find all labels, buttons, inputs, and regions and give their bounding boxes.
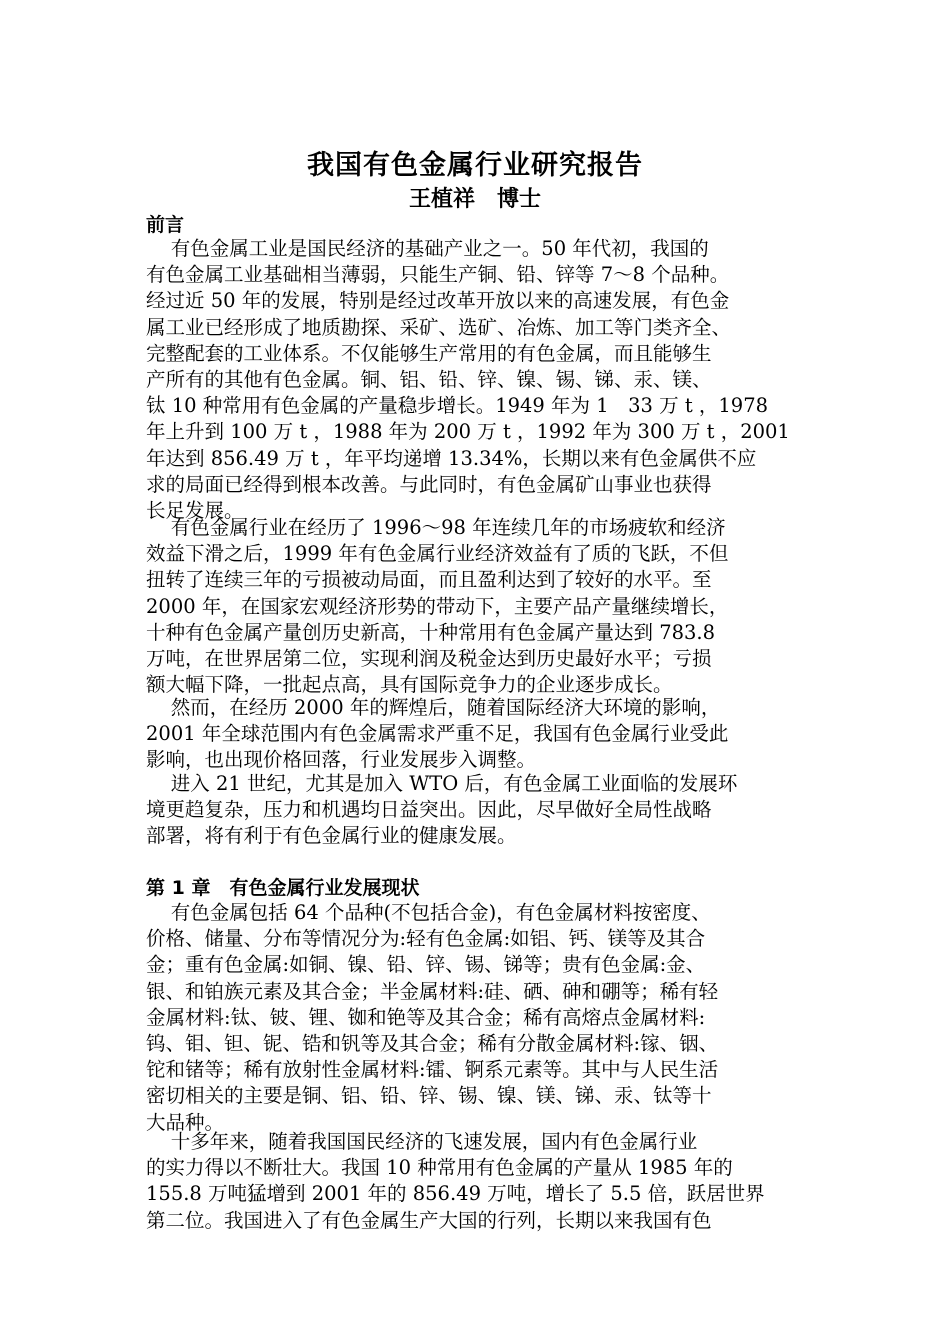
text-line: 长足发展。 [146,498,244,522]
text-line: 产所有的其他有色金属。铜、铝、铅、锌、镍、锡、锑、汞、镁、 [146,367,712,391]
text-line: 155.8 万吨猛增到 2001 年的 856.49 万吨，增长了 5.5 倍，跃居世界 [146,1182,765,1206]
text-line: 年达到 856.49 万 t ，年平均递增 13.34%，长期以来有色金属供不应 [146,446,757,470]
text-line: 十种有色金属产量创历史新高，十种常用有色金属产量达到 783.8 [146,620,716,644]
preface-paragraph-4 [146,771,826,850]
chapter1-paragraph-2 [146,1129,826,1234]
text-line: 额大幅下降，一批起点高，具有国际竞争力的企业逐步成长。 [146,673,673,697]
text-line: 有色金属工业是国民经济的基础产业之一。50 年代初，我国的 [146,237,709,260]
text-line: 进入 21 世纪，尤其是加入 WTO 后，有色金属工业面临的发展环 [146,772,738,795]
text-line: 境更趋复杂，压力和机遇均日益突出。因此，尽早做好全局性战略 [146,798,712,822]
text-line: 2001 年全球范围内有色金属需求严重不足，我国有色金属行业受此 [146,722,729,746]
text-line: 年上升到 100 万 t ，1988 年为 200 万 t ，1992 年为 300 万 t ，2001 [146,420,790,444]
text-line: 钨、钼、钽、铌、锆和钒等及其合金；稀有分散金属材料:镓、铟、 [146,1031,719,1055]
text-line: 第二位。我国进入了有色金属生产大国的行列，长期以来我国有色 [146,1208,712,1232]
text-line: 完整配套的工业体系。不仅能够生产常用的有色金属，而且能够生 [146,341,712,365]
text-line: 扭转了连续三年的亏损被动局面，而且盈利达到了较好的水平。至 [146,568,712,592]
text-line: 十多年来，随着我国国民经济的飞速发展，国内有色金属行业 [146,1130,698,1153]
text-line: 影响，也出现价格回落，行业发展步入调整。 [146,748,537,772]
text-line: 大品种。 [146,1110,225,1134]
text-line: 钛 10 种常用有色金属的产量稳步增长。1949 年为 1 33 万 t ，1978 [146,394,769,418]
preface-paragraph-2 [146,515,826,698]
text-line: 部署，将有利于有色金属行业的健康发展。 [146,824,517,848]
document-title: 我国有色金属行业研究报告 [307,150,643,181]
preface-paragraph-3 [146,695,826,774]
text-line: 效益下滑之后，1999 年有色金属行业经济效益有了质的飞跃，不但 [146,542,729,566]
text-line: 经过近 50 年的发展，特别是经过改革开放以来的高速发展，有色金 [146,289,730,313]
text-line: 密切相关的主要是铜、铝、铅、锌、锡、镍、镁、锑、汞、钛等十 [146,1084,712,1108]
text-line: 银、和铂族元素及其合金；半金属材料:硅、硒、砷和硼等；稀有轻 [146,979,719,1003]
text-line: 的实力得以不断壮大。我国 10 种常用有色金属的产量从 1985 年的 [146,1156,733,1180]
text-line: 金；重有色金属:如铜、镍、铅、锌、锡、锑等；贵有色金属:金、 [146,953,706,977]
text-line: 有色金属行业在经历了 1996～98 年连续几年的市场疲软和经济 [146,516,726,539]
text-line: 铊和锗等；稀有放射性金属材料:镭、锕系元素等。其中与人民生活 [146,1058,719,1082]
text-line: 有色金属包括 64 个品种(不包括合金)，有色金属材料按密度、 [146,901,711,924]
section-heading-preface: 前言 [146,214,185,236]
text-line: 万吨，在世界居第二位，实现利润及税金达到历史最好水平；亏损 [146,646,712,670]
text-line: 2000 年，在国家宏观经济形势的带动下，主要产品产量继续增长， [146,594,729,618]
text-line: 然而，在经历 2000 年的辉煌后，随着国际经济大环境的影响， [146,696,721,719]
section-heading-chapter-1: 第 1 章 有色金属行业发展现状 [146,877,420,899]
text-line: 求的局面已经得到根本改善。与此同时，有色金属矿山事业也获得 [146,472,712,496]
text-line: 价格、储量、分布等情况分为:轻有色金属:如铝、钙、镁等及其合 [146,927,706,951]
text-line: 属工业已经形成了地质勘探、采矿、选矿、冶炼、加工等门类齐全、 [146,315,732,339]
chapter1-paragraph-1 [146,900,826,1136]
text-line: 有色金属工业基础相当薄弱，只能生产铜、铅、锌等 7～8 个品种。 [146,263,730,287]
text-line: 金属材料:钛、铍、锂、铷和铯等及其合金；稀有高熔点金属材料: [146,1005,706,1029]
preface-paragraph-1 [146,236,826,524]
document-author: 王植祥 博士 [408,186,541,212]
